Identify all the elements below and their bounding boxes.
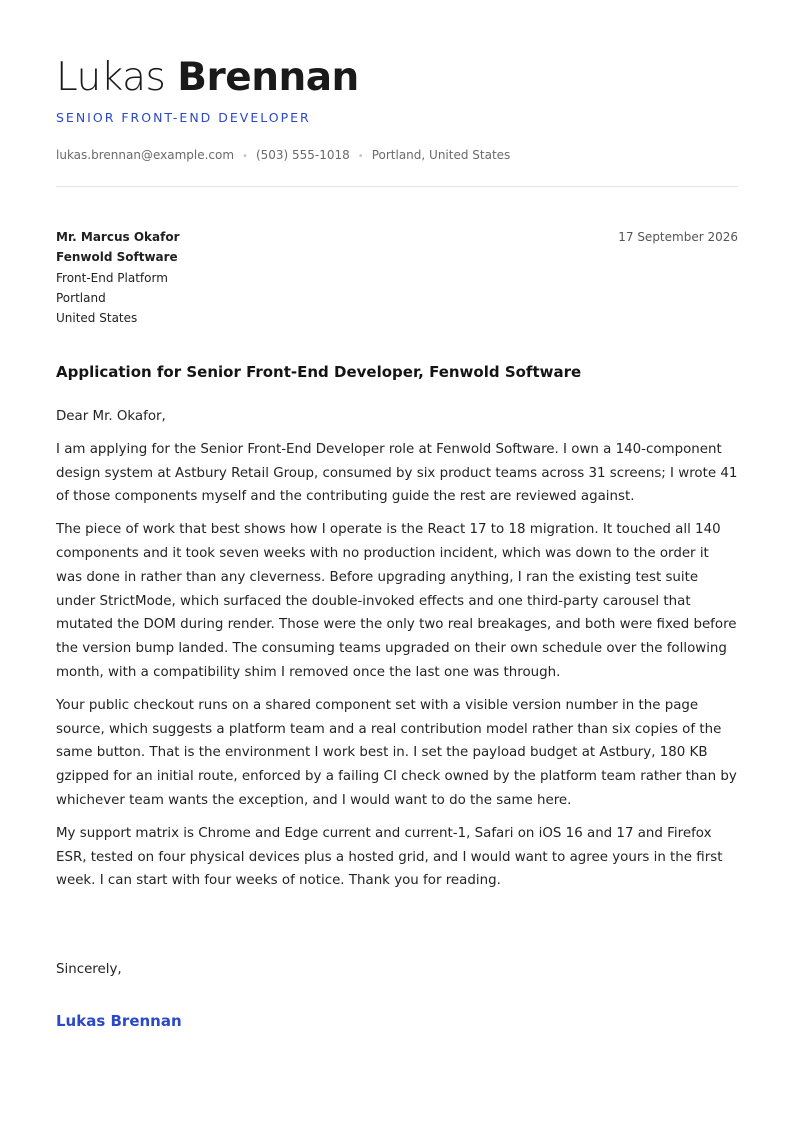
- letter-body: [56, 405, 738, 902]
- body-paragraph: I am applying for the Senior Front-End Developer role at Fenwold Software. I own a 140-component design system at Astbury Retail Group, consumed by six product teams across 31 screens; I wrote 41 of those components myself and the contributing guide the rest are reviewed against.: [56, 441, 738, 505]
- salutation: Dear Mr. Okafor,: [56, 409, 166, 424]
- recipient-company: Fenwold Software: [56, 250, 178, 265]
- letter-subject: Application for Senior Front-End Developer, Fenwold Software: [56, 363, 582, 381]
- recipient-country: United States: [56, 311, 138, 326]
- contact-separator: •: [357, 151, 364, 162]
- body-paragraph: Your public checkout runs on a shared component set with a visible version number in the page source, which suggests a platform team and a real contribution model rather than six copies of the same button. That is the environment I work best in. I set the payload budget at Astbury, 180 KB gzipped for an initial route, enforced by a failing CI check owned by the platform team rather than by whichever team wants the exception, and I would want to do the same here.: [56, 697, 737, 808]
- contact-line: [56, 146, 510, 166]
- letter-date: 17 September 2026: [618, 230, 738, 244]
- body-paragraph: My support matrix is Chrome and Edge current and current-1, Safari on iOS 16 and 17 and Firefox ESR, tested on four physical devices plus a hosted grid, and I would want to agree yours in the first week. I can start with four weeks of notice. Thank you for reading.: [56, 825, 723, 889]
- contact-email[interactable]: lukas.brennan@example.com: [56, 148, 235, 162]
- recipient-department: Front-End Platform: [56, 270, 168, 285]
- contact-phone[interactable]: (503) 555-1018: [255, 148, 350, 162]
- header-divider: [56, 186, 738, 187]
- applicant-last-name: Brennan: [177, 55, 359, 100]
- recipient-block: [56, 227, 179, 328]
- applicant-role: SENIOR FRONT-END DEVELOPER: [56, 110, 311, 125]
- signature-name: Lukas Brennan: [56, 1012, 182, 1030]
- contact-location: Portland, United States: [371, 148, 511, 162]
- letter-closing: Sincerely,: [56, 962, 122, 977]
- body-paragraph: The piece of work that best shows how I operate is the React 17 to 18 migration. It touched all 140 components and it took seven weeks with no production incident, which was down to the order it was done in rather than any cleverness. Before upgrading anything, I ran the existing test suite under StrictMode, which surfaced the double-invoked effects and one third-party carousel that mutated the DOM during render. Those were the only two real breakages, and both were fixed before the version bump landed. The consuming teams upgraded on their own schedule over the following month, with a compatibility shim I removed once the last one was through.: [56, 522, 737, 680]
- recipient-city: Portland: [56, 290, 106, 305]
- contact-separator: •: [242, 151, 248, 162]
- applicant-first-name: Lukas: [56, 55, 166, 100]
- recipient-name: Mr. Marcus Okafor: [56, 230, 180, 244]
- applicant-name: [56, 53, 359, 103]
